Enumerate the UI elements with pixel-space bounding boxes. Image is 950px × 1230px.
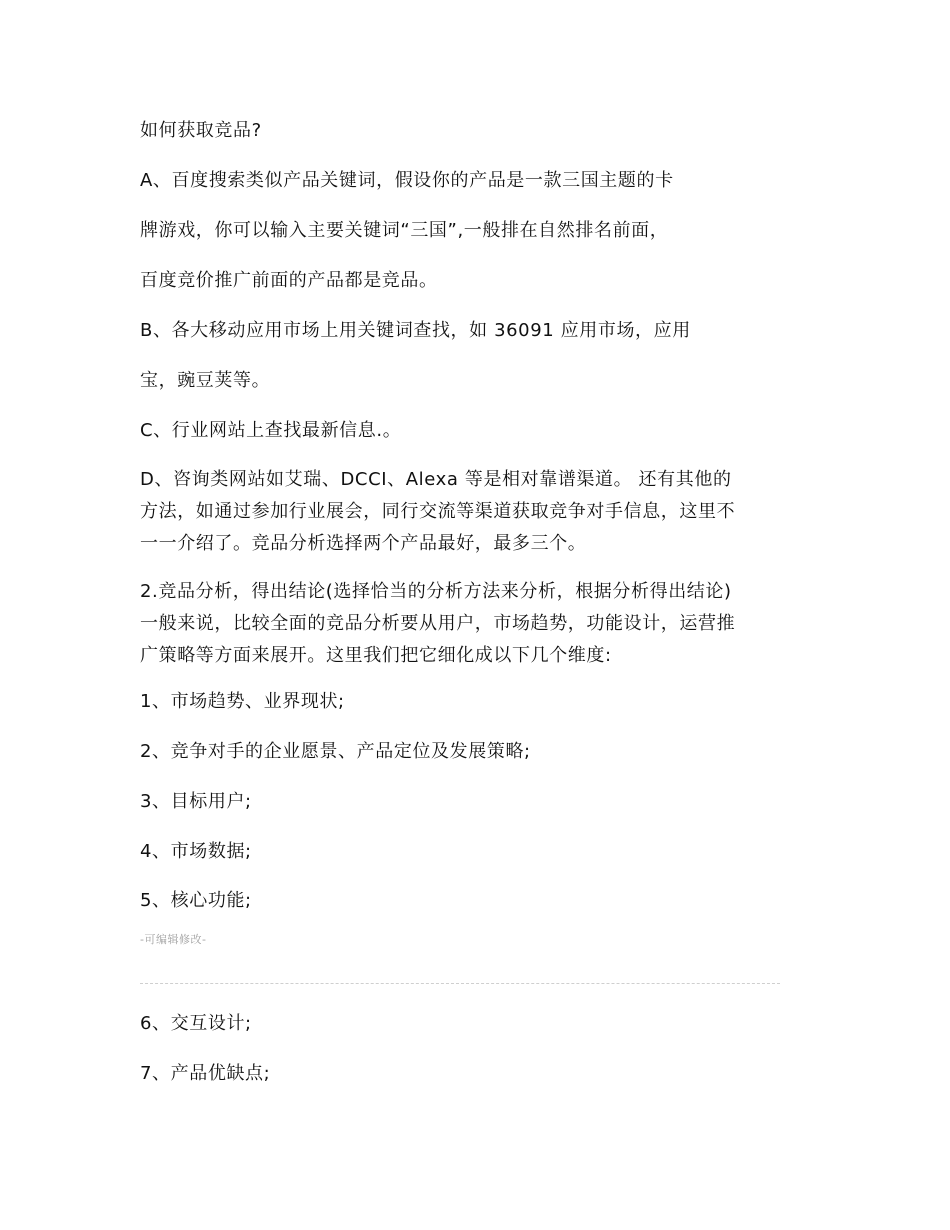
paragraph-a-line-3: 百度竞价推广前面的产品都是竞品。 (140, 270, 438, 291)
paragraph-2-line-1: 2.竞品分析，得出结论(选择恰当的分析方法来分析，根据分析得出结论) (140, 581, 732, 602)
section-heading: 如何获取竞品? (140, 120, 262, 141)
dimension-item: 4、市场数据; (140, 841, 252, 862)
paragraph-2-line-2: 一般来说，比较全面的竞品分析要从用户，市场趋势，功能设计，运营推 (140, 613, 736, 634)
paragraph-d-line-1: D、咨询类网站如艾瑞、DCCI、Alexa 等是相对靠谱渠道。 还有其他的 (140, 469, 732, 490)
paragraph-a-line-2: 牌游戏，你可以输入主要关键词“三国”,一般排在自然排名前面， (140, 220, 669, 241)
page-divider (140, 983, 780, 984)
paragraph-d (140, 464, 820, 560)
dimension-item: 6、交互设计; (140, 1013, 252, 1034)
paragraph-b-line-2: 宝，豌豆荚等。 (140, 370, 271, 391)
paragraph-b-line-1: B、各大移动应用市场上用关键词查找，如 36091 应用市场，应用 (140, 320, 691, 341)
dimension-item: 3、目标用户; (140, 791, 252, 812)
dimension-item: 7、产品优缺点; (140, 1063, 271, 1084)
dimension-item: 2、竞争对手的企业愿景、产品定位及发展策略; (140, 741, 531, 762)
paragraph-a-line-1: A、百度搜索类似产品关键词，假设你的产品是一款三国主题的卡 (140, 170, 674, 191)
dimension-item: 1、市场趋势、业界现状; (140, 691, 345, 712)
dimension-item: 5、核心功能; (140, 890, 252, 911)
paragraph-d-line-2: 方法，如通过参加行业展会，同行交流等渠道获取竞争对手信息，这里不 (140, 501, 736, 522)
paragraph-2-line-3: 广策略等方面来展开。这里我们把它细化成以下几个维度: (140, 645, 612, 666)
paragraph-c: C、行业网站上查找最新信息.。 (140, 420, 402, 441)
paragraph-d-line-3: 一一介绍了。竞品分析选择两个产品最好，最多三个。 (140, 533, 587, 554)
editable-note: -可编辑修改- (140, 933, 207, 946)
paragraph-2 (140, 576, 820, 672)
